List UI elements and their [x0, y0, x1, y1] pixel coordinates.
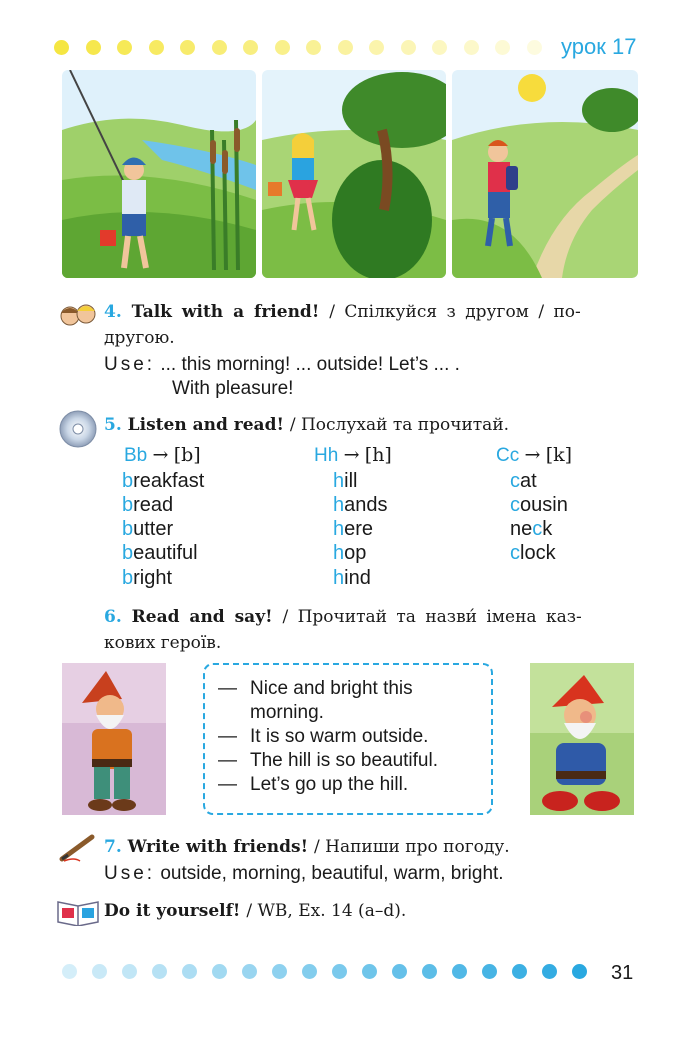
diy-title-en: Do it yourself!	[104, 901, 241, 921]
word-hh	[333, 493, 388, 517]
decor-dot	[180, 40, 195, 55]
diy-title	[104, 898, 406, 924]
word-hh	[333, 517, 373, 541]
dialog-text: Let’s go up the hill.	[250, 774, 409, 795]
decor-dot	[527, 40, 542, 55]
task4-use	[104, 353, 460, 377]
word-hh	[333, 566, 371, 590]
cd-disc-icon	[58, 409, 98, 449]
col-cc-letters: Cc	[496, 445, 520, 466]
task4-title-en: Talk with a friend!	[131, 302, 320, 322]
top-dot-row	[54, 40, 564, 56]
word-first-letter: c	[510, 542, 520, 564]
task6-title-en: Read and say!	[131, 607, 273, 627]
decor-dot	[149, 40, 164, 55]
arrow-icon: →	[343, 444, 360, 466]
talk-faces-icon	[58, 303, 98, 327]
word-rest: k	[542, 518, 553, 540]
decor-dot	[401, 40, 416, 55]
lesson-label: урок 17	[561, 34, 637, 59]
word-bb	[122, 566, 172, 590]
word-hh	[333, 469, 357, 493]
decor-dot	[92, 964, 107, 979]
dialog-text: morning.	[250, 702, 324, 723]
task5-title	[104, 412, 509, 438]
word-first-letter: h	[333, 542, 345, 564]
decor-dot	[122, 964, 137, 979]
gnome-right-illustration	[530, 663, 634, 815]
decor-dot	[542, 964, 557, 979]
task4-use-line2: With pleasure!	[172, 378, 294, 399]
word-bb	[122, 541, 198, 565]
task4-title-ua-cont: другою.	[104, 328, 175, 348]
word-rest: ill	[344, 470, 358, 492]
pen-icon	[58, 833, 98, 863]
illustration-boy-hiking	[452, 70, 638, 278]
decor-dot	[275, 40, 290, 55]
task6-number: 6.	[104, 607, 122, 627]
task5-title-en: Listen and read!	[127, 415, 284, 435]
task6-title-cont	[104, 630, 221, 656]
word-first-letter: h	[333, 567, 345, 589]
task5-number: 5.	[104, 415, 122, 435]
word-first-letter: c	[510, 494, 520, 516]
decor-dot	[306, 40, 321, 55]
task7-title	[104, 834, 510, 860]
word-rest: eautiful	[133, 542, 198, 564]
col-bb-letters: Bb	[124, 445, 148, 466]
word-bb	[122, 517, 173, 541]
decor-dot	[62, 964, 77, 979]
col-cc-header	[496, 444, 572, 467]
workbook-icon	[56, 896, 100, 926]
arrow-icon: →	[524, 444, 541, 466]
task4-number: 4.	[104, 302, 122, 322]
word-first-letter: b	[122, 542, 134, 564]
word-rest: ousin	[520, 494, 568, 516]
dialog-dash: —	[218, 774, 237, 795]
task5-title-ua: / Послухай та прочитай.	[289, 415, 510, 435]
decor-dot	[512, 964, 527, 979]
illustration-boy-fishing	[62, 70, 256, 278]
decor-dot	[54, 40, 69, 55]
word-first-letter: b	[122, 518, 134, 540]
word-prefix: ne	[510, 518, 533, 540]
word-first-letter: b	[122, 494, 134, 516]
task6-title-ua: / Прочитай та назви́ імена каз-	[282, 607, 582, 627]
dialog-text: Nice and bright this	[250, 678, 413, 699]
word-rest: utter	[133, 518, 174, 540]
dialog-dash: —	[218, 678, 237, 699]
decor-dot	[369, 40, 384, 55]
bottom-dot-row	[62, 964, 592, 980]
task7-title-ua: / Напиши про погоду.	[313, 837, 510, 857]
decor-dot	[392, 964, 407, 979]
decor-dot	[572, 964, 587, 979]
word-first-letter: h	[333, 470, 345, 492]
task6-title-ua-cont: кових героїв.	[104, 633, 222, 653]
decor-dot	[117, 40, 132, 55]
task4-title-ua: / Спілкуйся з другом / по-	[329, 302, 581, 322]
task6-title	[104, 604, 639, 630]
decor-dot	[182, 964, 197, 979]
word-cc	[510, 493, 568, 517]
arrow-icon: →	[152, 444, 169, 466]
decor-dot	[243, 40, 258, 55]
gnome-left-illustration	[62, 663, 166, 815]
word-rest: ere	[344, 518, 374, 540]
decor-dot	[452, 964, 467, 979]
task7-title-en: Write with friends!	[127, 837, 309, 857]
word-rest: right	[133, 567, 173, 589]
word-rest: at	[520, 470, 537, 492]
decor-dot	[212, 964, 227, 979]
word-hh	[333, 541, 366, 565]
dialog-dash: —	[218, 726, 237, 747]
decor-dot	[242, 964, 257, 979]
task7-number: 7.	[104, 837, 122, 857]
task4-title	[104, 299, 639, 325]
col-cc-ipa: [k]	[545, 444, 573, 466]
decor-dot	[464, 40, 479, 55]
word-cc	[510, 469, 537, 493]
decor-dot	[482, 964, 497, 979]
col-bb-ipa: [b]	[173, 444, 201, 466]
decor-dot	[362, 964, 377, 979]
decor-dot	[338, 40, 353, 55]
col-hh-letters: Hh	[314, 445, 339, 466]
decor-dot	[152, 964, 167, 979]
task4-title-cont	[104, 325, 175, 351]
word-first-letter: c	[532, 518, 543, 540]
word-rest: op	[344, 542, 367, 564]
col-bb-header	[124, 444, 201, 467]
dialog-dash: —	[218, 750, 237, 771]
diy-title-ref: / WB, Ex. 14 (a–d).	[246, 901, 407, 921]
word-rest: ands	[344, 494, 388, 516]
decor-dot	[332, 964, 347, 979]
col-hh-ipa: [h]	[364, 444, 392, 466]
word-first-letter: h	[333, 518, 345, 540]
task4-use-line1: ... this morning! ... outside! Let’s ... .	[160, 354, 460, 375]
decor-dot	[86, 40, 101, 55]
task7-use-label: Use:	[104, 863, 156, 884]
word-rest: read	[133, 494, 174, 516]
word-rest: ind	[344, 567, 371, 589]
word-cc	[510, 517, 552, 541]
dialog-text: The hill is so beautiful.	[250, 750, 438, 771]
col-hh-header	[314, 444, 392, 467]
word-bb	[122, 493, 173, 517]
word-bb	[122, 469, 204, 493]
page-number: 31	[611, 962, 634, 984]
illustration-girl-walking	[262, 70, 446, 278]
word-rest: lock	[520, 542, 556, 564]
decor-dot	[302, 964, 317, 979]
word-first-letter: b	[122, 470, 134, 492]
decor-dot	[432, 40, 447, 55]
word-first-letter: b	[122, 567, 134, 589]
task7-use-text: outside, morning, beautiful, warm, bright.	[160, 863, 504, 884]
decor-dot	[495, 40, 510, 55]
word-rest: reakfast	[133, 470, 205, 492]
task4-use-label: Use:	[104, 354, 156, 375]
decor-dot	[422, 964, 437, 979]
dialog-text: It is so warm outside.	[250, 726, 429, 747]
word-cc	[510, 541, 556, 565]
word-first-letter: h	[333, 494, 345, 516]
word-first-letter: c	[510, 470, 520, 492]
decor-dot	[212, 40, 227, 55]
task7-use	[104, 862, 504, 886]
decor-dot	[272, 964, 287, 979]
